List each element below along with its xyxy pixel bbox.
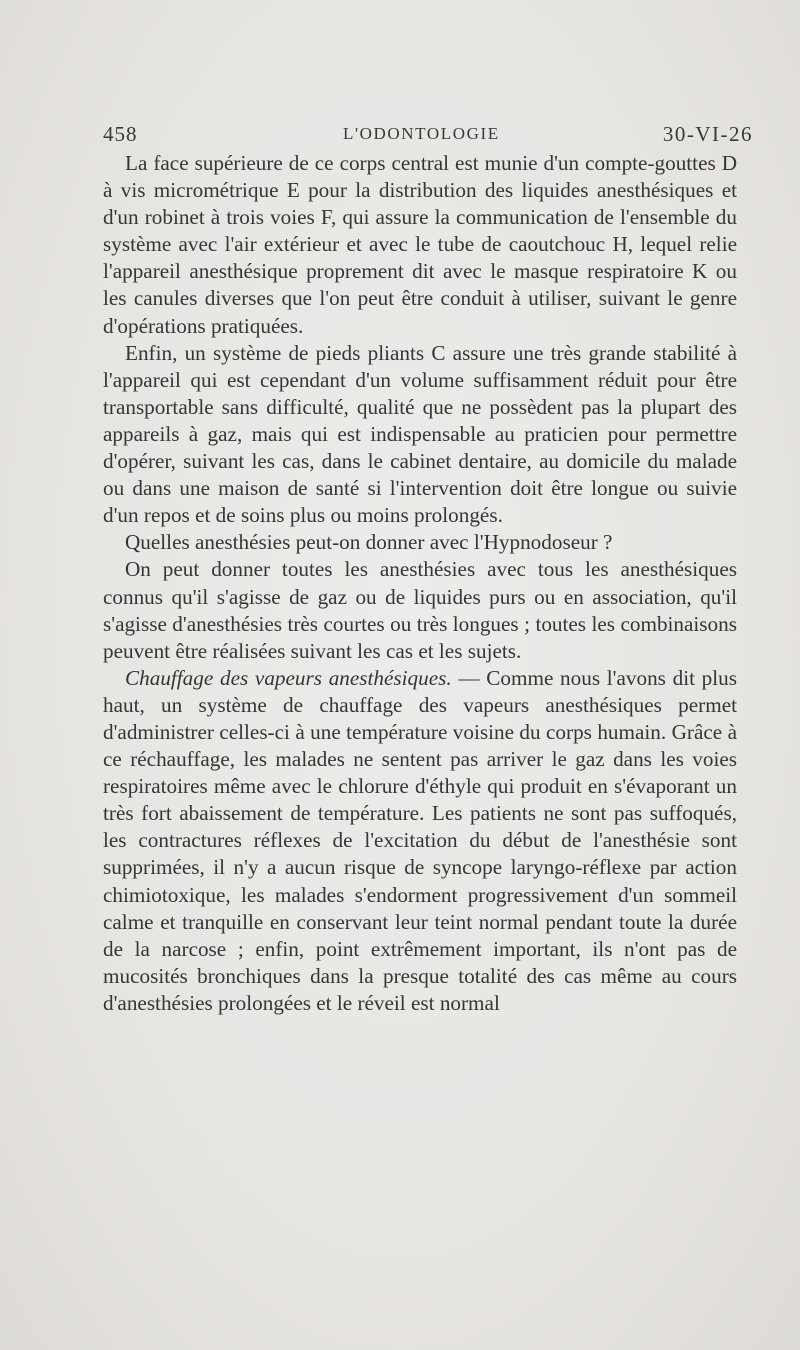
journal-title: L'ODONTOLOGIE [343,124,500,143]
issue-date: 30-VI-26 [662,122,753,146]
running-head [103,122,753,150]
body-text [103,150,737,1017]
page-number: 458 [103,122,138,146]
paragraph-folding-legs: Enfin, un système de pieds pliants C assure une très grande stabilité à l'appareil qui est cependant d'un volume suffisamment réduit pour être transportable sans difficulté, qualité que ne possèdent pas la plupart des appareils à gaz, mais qui est indispensable au praticien pour permettre d'opérer, suivant les cas, dans le cabinet dentaire, au domicile du malade ou dans une maison de santé si l'intervention doit être longue ou suivie d'un repos et de soins plus ou moins prolongés. [103,340,737,528]
paragraph-question: Quelles anesthésies peut-on donner avec l'Hypnodoseur ? [125,530,613,555]
section-title: Chauffage des vapeurs anesthésiques. [125,665,452,690]
paragraph-heating-section [103,665,737,1017]
paragraph-answer: On peut donner toutes les anesthésies avec tous les anesthésiques connus qu'il s'agisse de gaz ou de liquides purs ou en association, qu'il s'agisse d'anesthésies très courtes ou très longues ; toutes les combinaisons peuvent être réalisées suivant les cas et les sujets. [103,557,737,663]
section-text: — Comme nous l'avons dit plus haut, un système de chauffage des vapeurs anesthésiques permet d'administrer celles-ci à une température voisine du corps humain. Grâce à ce réchauffage, les malades ne sentent pas arriver le gaz dans les voies respiratoires même avec le chlorure d'éthyle qui produit en s'évaporant un très fort abaissement de température. Les patients ne sont pas suffoqués, les contractures réflexes de l'excitation du début de l'anesthésie sont supprimées, il n'y a aucun risque de syncope laryngo-réflexe par action chimiotoxique, les malades s'endorment progressivement d'un sommeil calme et tranquille en conservant leur teint normal pendant toute la durée de la narcose ; enfin, point extrêmement important, ils n'ont pas de mucosités bronchiques dans la presque totalité des cas même au cours d'anesthésies prolongées et le réveil est normal [103,665,737,1015]
paragraph-device-description: La face supérieure de ce corps central est munie d'un compte-gouttes D à vis micrométrique E pour la distribution des liquides anesthésiques et d'un robinet à trois voies F, qui assure la communication de l'ensemble du système avec l'air extérieur et avec le tube de caoutchouc H, lequel relie l'appareil anesthésique proprement dit avec le masque respiratoire K ou les canules diverses que l'on peut être conduit à utiliser, suivant le genre d'opérations pratiquées. [103,151,737,338]
